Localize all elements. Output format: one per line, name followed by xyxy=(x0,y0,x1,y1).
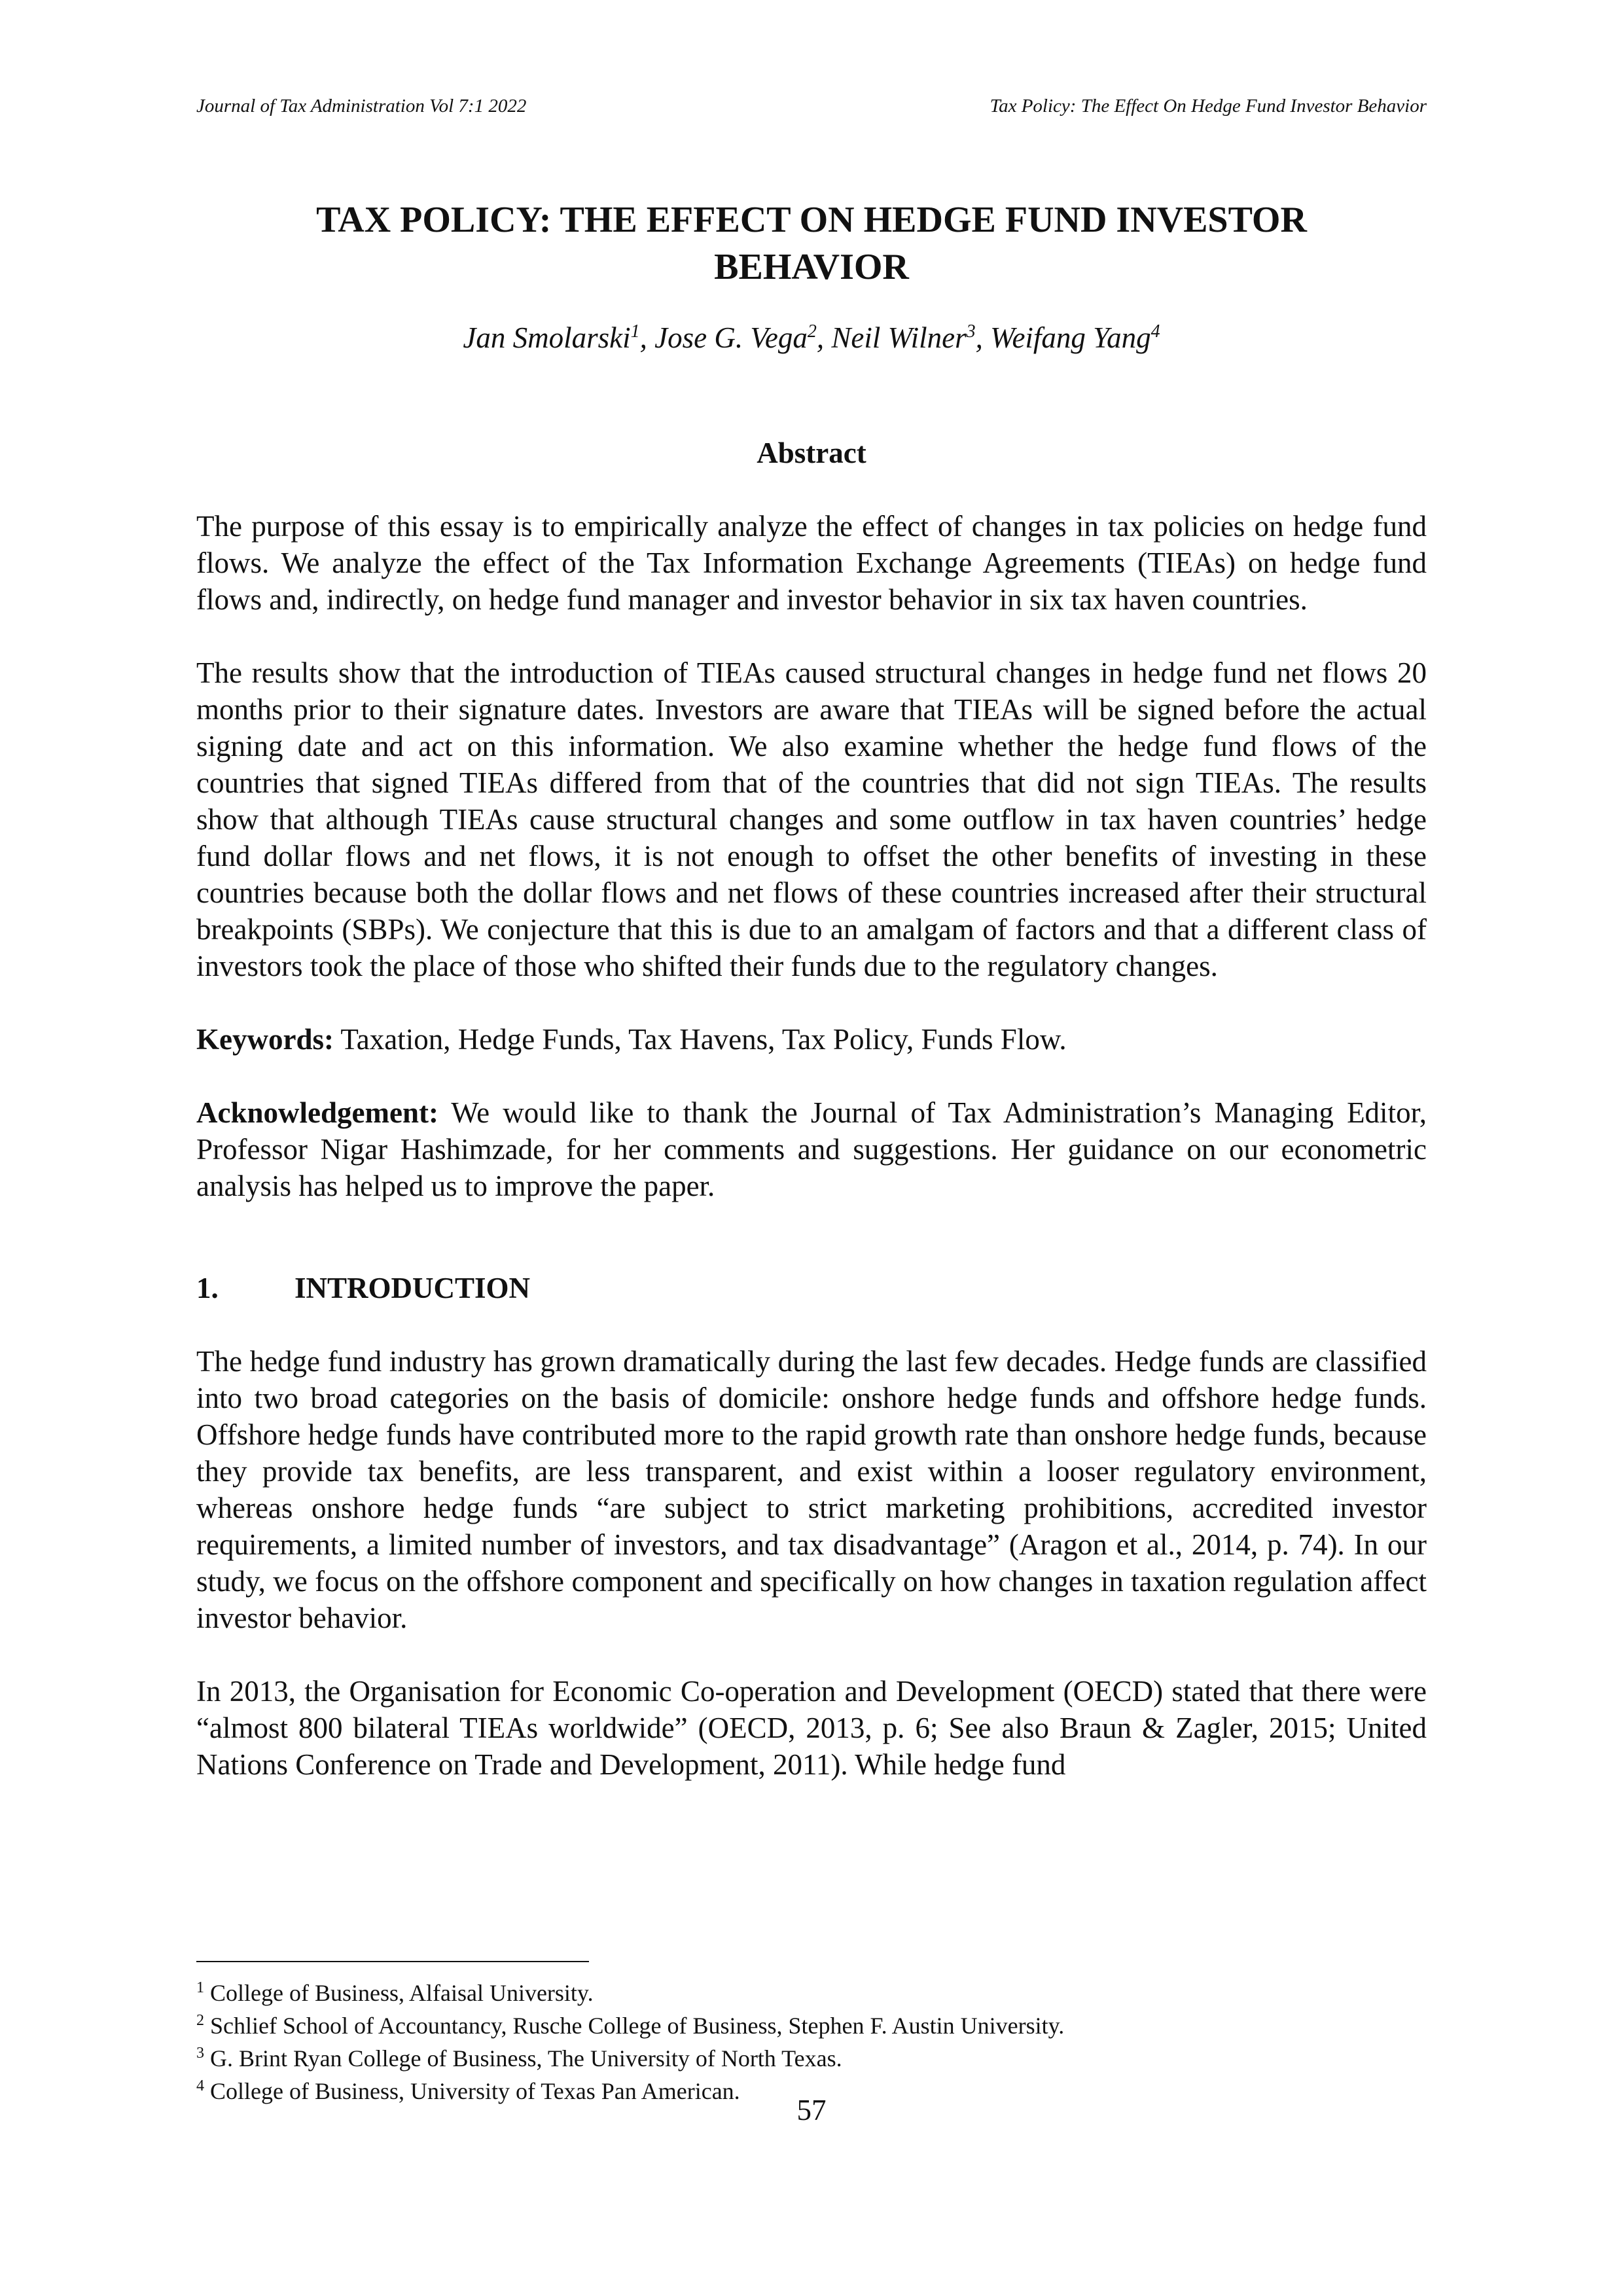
footnote-text: College of Business, University of Texas Pan American. xyxy=(204,2078,740,2104)
footnote xyxy=(196,2039,1427,2072)
author-affiliation-mark: 1 xyxy=(630,321,640,342)
section-heading-introduction xyxy=(196,1270,1427,1306)
paper-title xyxy=(196,196,1427,291)
abstract-heading: Abstract xyxy=(757,437,866,469)
keywords-text: Taxation, Hedge Funds, Tax Havens, Tax Policy, Funds Flow. xyxy=(333,1023,1067,1056)
paper-title-line-1: TAX POLICY: THE EFFECT ON HEDGE FUND INVESTOR xyxy=(316,200,1307,240)
author-list: Jan Smolarski$^1$, Jose G. Vega$^2$, Neil Wilner$^3$, Weifang Yang$^4$ xyxy=(463,321,1160,354)
author-affiliation-mark: 4 xyxy=(1150,321,1160,342)
footnote-divider xyxy=(196,1961,589,1962)
author-name: Jan Smolarski xyxy=(463,321,631,354)
footnote xyxy=(196,1974,1427,2007)
footnote xyxy=(196,2007,1427,2039)
abstract-paragraph-1: The purpose of this essay is to empirically analyze the effect of changes in tax policies on hedge fund flows. We analyze the effect of the Tax Information Exchange Agreements (TIEAs) on hedge fund flows and, indirectly, on hedge fund manager and investor behavior in six tax haven countries. xyxy=(196,510,1427,616)
running-header xyxy=(196,96,1427,117)
author-affiliation-mark: 3 xyxy=(966,321,976,342)
author-name: Jose G. Vega xyxy=(654,321,808,354)
keywords xyxy=(196,1021,1427,1058)
introduction-paragraph-1: The hedge fund industry has grown dramatically during the last few decades. Hedge funds are classified into two broad categories on the basis of domicile: onshore hedge funds and offshore hedge funds. Offshore hedge funds have contributed more to the rapid growth rate than onshore hedge funds, because they provide tax benefits, are less transparent, and exist within a looser regulatory environment, whereas onshore hedge funds “are subject to strict marketing prohibitions, accredited investor requirements, a limited number of investors, and tax disadvantage” (Aragon et al., 2014, p. 74). In our study, we focus on the offshore component and specifically on how changes in taxation regulation affect investor behavior. xyxy=(196,1345,1427,1634)
footnote-mark: 2 xyxy=(196,2012,204,2029)
footnote-text: College of Business, Alfaisal University. xyxy=(204,1980,594,2006)
footnote-text: G. Brint Ryan College of Business, The University of North Texas. xyxy=(204,2045,842,2072)
keywords-label: Keywords: xyxy=(196,1023,334,1056)
author-name: Weifang Yang xyxy=(990,321,1151,354)
abstract-paragraph-2: The results show that the introduction of TIEAs caused structural changes in hedge fund net flows 20 months prior to their signature dates. Investors are aware that TIEAs will be signed before the actual signing date and act on this information. We also examine whether the hedge fund flows of the countries that signed TIEAs differed from that of the countries that did not sign TIEAs. The results show that although TIEAs cause structural changes and some outflow in tax haven countries’ hedge fund dollar flows and net flows, it is not enough to offset the other benefits of investing in these countries because both the dollar flows and net flows of these countries increased after their structural breakpoints (SBPs). We conjecture that this is due to an amalgam of factors and that a different class of investors took the place of those who shifted their funds due to the regulatory changes. xyxy=(196,656,1427,982)
page-number: 57 xyxy=(796,2094,827,2126)
author-affiliation-mark: 2 xyxy=(807,321,817,342)
footnote-mark: 3 xyxy=(196,2045,204,2062)
acknowledgement xyxy=(196,1094,1427,1204)
introduction-paragraph-2: In 2013, the Organisation for Economic Co-operation and Development (OECD) stated that there were “almost 800 bilateral TIEAs worldwide” (OECD, 2013, p. 6; See also Braun & Zagler, 2015; United Nations Conference on Trade and Development, 2011). While hedge fund xyxy=(196,1675,1427,1781)
paper-title-line-2: BEHAVIOR xyxy=(714,247,909,287)
footnotes xyxy=(196,1974,1427,2105)
footnote-mark: 4 xyxy=(196,2077,204,2094)
short-title: Tax Policy: The Effect On Hedge Fund Investor Behavior xyxy=(990,96,1427,117)
footnote-mark: 1 xyxy=(196,1979,204,1996)
footnote-text: Schlief School of Accountancy, Rusche College of Business, Stephen F. Austin University. xyxy=(204,2013,1065,2039)
journal-name: Journal of Tax Administration Vol 7:1 2022 xyxy=(196,96,527,117)
acknowledgement-text: We would like to thank the Journal of Tax Administration’s Managing Editor, Professor Nigar Hashimzade, for her comments and suggestions. Her guidance on our econometric analysis has helped us to improve the paper. xyxy=(196,1096,1427,1202)
acknowledgement-label: Acknowledgement: xyxy=(196,1096,438,1129)
section-title: INTRODUCTION xyxy=(294,1272,531,1304)
body-text xyxy=(196,508,1427,1820)
author-name: Neil Wilner xyxy=(831,321,967,354)
section-number: 1. xyxy=(196,1272,219,1304)
